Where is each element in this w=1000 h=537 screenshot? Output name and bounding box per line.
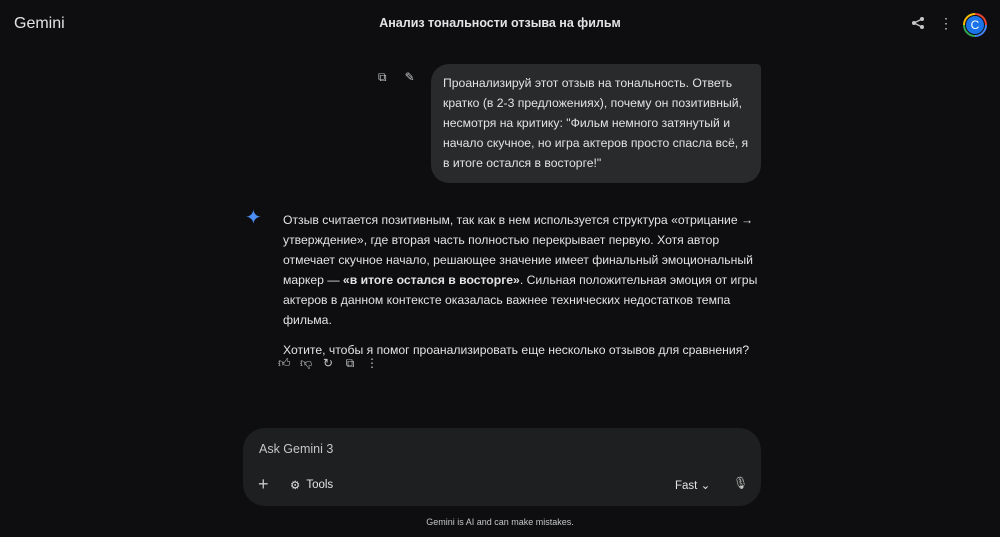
gemini-logo[interactable]: Gemini: [14, 15, 65, 32]
microphone-icon[interactable]: 🎙︎: [733, 476, 749, 490]
copy-icon[interactable]: ⧉: [345, 356, 355, 370]
model-response: [283, 210, 758, 370]
share-icon[interactable]: [909, 14, 927, 32]
user-message: Проанализируй этот отзыв на тональность. Ответь кратко (в 2-3 предложениях), почему он позитивный, несмотря на критику: "Фильм немного затянутый и начало скучное, но игра актеров просто спасла всё, я в итоге остался в восторге!": [431, 64, 761, 183]
response-followup: Хотите, чтобы я помог проанализировать еще несколько отзывов для сравнения?: [283, 343, 750, 357]
response-text: Отзыв считается позитивным, так как в нем используется структура «отрицание → утверждение», где вторая часть полностью перекрывает первую. Хотя автор отмечает скучное начало, решающее значение имеет финальный эмоциональный маркер —: [283, 213, 754, 287]
edit-icon[interactable]: ✎: [404, 70, 415, 84]
response-text: . Сильная положительная эмоция от игры актеров в данном контексте оказалась важнее технических недостатков темпа фильма.: [283, 273, 758, 327]
more-icon[interactable]: ⋮: [366, 356, 378, 370]
add-icon[interactable]: +: [258, 474, 269, 494]
regenerate-icon[interactable]: ↻: [322, 356, 334, 370]
prompt-placeholder[interactable]: Ask Gemini 3: [259, 442, 334, 456]
tools-icon: ⚙: [290, 480, 301, 492]
response-bold: «в итоге остался в восторге»: [342, 273, 520, 287]
prompt-input[interactable]: [243, 428, 761, 506]
tools-button[interactable]: ⚙ Tools: [290, 479, 334, 492]
copy-icon[interactable]: ⧉: [378, 70, 387, 84]
more-options-icon[interactable]: ⋮: [939, 14, 953, 31]
chat-title: Анализ тональности отзыва на фильм: [379, 16, 621, 30]
gemini-spark-icon: ✦: [245, 207, 262, 229]
thumbs-down-icon[interactable]: 👎︎: [300, 356, 313, 370]
chevron-down-icon: ⌄: [700, 480, 711, 492]
thumbs-up-icon[interactable]: 👍︎: [278, 356, 291, 370]
avatar[interactable]: C: [963, 13, 987, 37]
mode-selector[interactable]: Fast ⌄: [675, 480, 711, 492]
disclaimer: Gemini is AI and can make mistakes.: [426, 517, 574, 527]
